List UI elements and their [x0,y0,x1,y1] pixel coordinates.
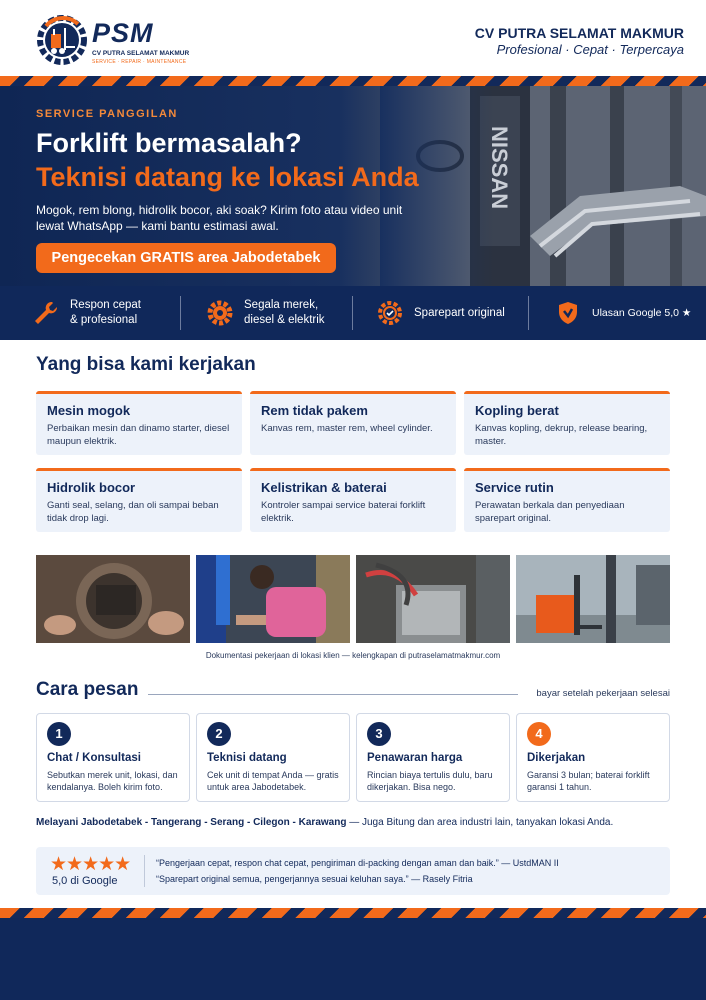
hero-kicker: SERVICE PANGGILAN [36,108,178,120]
service-description: Kanvas rem, master rem, wheel cylinder. [261,423,433,434]
service-title: Rem tidak pakem [261,403,368,418]
hero-title: Forklift bermasalah? [36,128,302,158]
shield-icon [554,299,582,327]
company-name: CV PUTRA SELAMAT MAKMUR [474,25,684,41]
service-card [36,468,242,532]
parts-gear-icon [376,299,404,327]
service-description: Kontroler sampai service baterai forklift elektrik. [261,500,426,524]
divider [528,296,529,330]
service-areas [36,817,676,828]
step-card [356,713,510,802]
service-areas-main: Melayani Jabodetabek - Tangerang - Serang - Cilegon - Karawang [36,817,347,828]
service-areas-note: — Juga Bitung dan area industri lain, tanyakan lokasi Anda. [346,817,614,828]
step-number: 3 [367,722,391,746]
hero-subtitle: Teknisi datang ke lokasi Anda [36,162,419,192]
step-description: Rincian biaya tertulis dulu, baru dikerjakan. Bisa nego. [367,770,493,792]
wrench-icon [32,299,60,327]
feature-fast-response [32,286,141,340]
service-description: Kanvas kopling, dekrup, release bearing, master. [475,423,648,447]
steps-note: bayar setelah pekerjaan selesai [536,688,670,699]
free-check-button[interactable]: Pengecekan GRATIS area Jabodetabek [36,243,336,273]
steps-title: Cara pesan [36,679,139,700]
header [0,0,706,76]
service-title: Mesin mogok [47,403,131,418]
reviews-panel [36,847,670,895]
logo-wordmark: PSM [92,18,154,48]
step-title: Penawaran harga [367,752,463,764]
feature-label: Ulasan Google 5,0 ★ [592,306,692,319]
review-quote: “Pengerjaan cepat, respon chat cepat, pengiriman di-packing dengan aman dan baik.” — UstdMAN II [156,858,559,868]
service-title: Hidrolik bocor [47,480,136,495]
service-card [36,391,242,455]
service-card [464,468,670,532]
service-card [250,468,456,532]
forklift-photo [380,86,706,286]
service-title: Service rutin [475,480,554,495]
service-description: Perawatan berkala dan penyediaan sparepart original. [475,500,625,524]
step-description: Garansi 3 bulan; baterai forklift garansi 1 tahun. [527,770,650,792]
work-photo-battery [356,555,510,643]
footer [0,918,706,1000]
step-number: 4 [527,722,551,746]
forklift-gear-logo-icon [36,14,88,66]
step-description: Sebutkan merek unit, lokasi, dan kendalanya. Boleh kirim foto. [47,770,178,792]
step-number: 1 [47,722,71,746]
work-photo-orange-forklift [516,555,670,643]
logo-company-name: CV PUTRA SELAMAT MAKMUR [92,50,190,57]
services-title: Yang bisa kami kerjakan [36,354,256,375]
hazard-stripe-top [0,76,706,86]
gear-icon [206,299,234,327]
divider [180,296,181,330]
feature-label: Respon cepat [70,299,141,311]
feature-label: Segala merek, [244,299,319,311]
service-title: Kelistrikan & baterai [261,480,387,495]
step-card [516,713,670,802]
service-card [250,391,456,455]
divider [144,855,145,887]
photos-caption: Dokumentasi pekerjaan di lokasi klien — kelengkapan di putraselamatmakmur.com [205,651,501,660]
divider [148,694,518,695]
service-card [464,391,670,455]
step-title: Dikerjakan [527,752,586,764]
feature-all-brands [206,286,325,340]
step-card [36,713,190,802]
feature-label: Sparepart original [414,306,505,319]
feature-original-parts [376,286,505,340]
logo-tagline: SERVICE · REPAIR · MAINTENANCE [92,59,187,65]
divider [352,296,353,330]
work-photo-technician [196,555,350,643]
step-title: Chat / Konsultasi [47,752,141,764]
step-card [196,713,350,802]
service-description: Perbaikan mesin dan dinamo starter, diesel maupun elektrik. [47,423,230,447]
features-bar [0,286,706,340]
company-tagline: Profesional · Cepat · Terpercaya [496,42,684,57]
step-description: Cek unit di tempat Anda — gratis untuk area Jabodetabek. [207,770,339,792]
step-number: 2 [207,722,231,746]
step-title: Teknisi datang [207,752,287,764]
feature-label: diesel & elektrik [244,314,325,326]
rating-stars: ★★★★★ [50,854,131,875]
hero-description: Mogok, rem blong, hidrolik bocor, aki soak? Kirim foto atau video unit lewat WhatsApp — kami bantu estimasi awal. [36,203,403,233]
feature-label: & profesional [70,314,138,326]
company-logo[interactable] [36,14,190,66]
work-photo-brake [36,555,190,643]
service-title: Kopling berat [475,403,559,418]
google-rating: 5,0 di Google [52,875,118,887]
hero-banner [0,86,706,286]
feature-google-rating [554,286,691,340]
hazard-stripe-bottom [0,908,706,918]
service-description: Ganti seal, selang, dan oli sampai beban tidak drop lagi. [47,500,219,524]
review-quote: “Sparepart original semua, pengerjannya sesuai keluhan saya.” — Rasely Fitria [156,874,473,884]
